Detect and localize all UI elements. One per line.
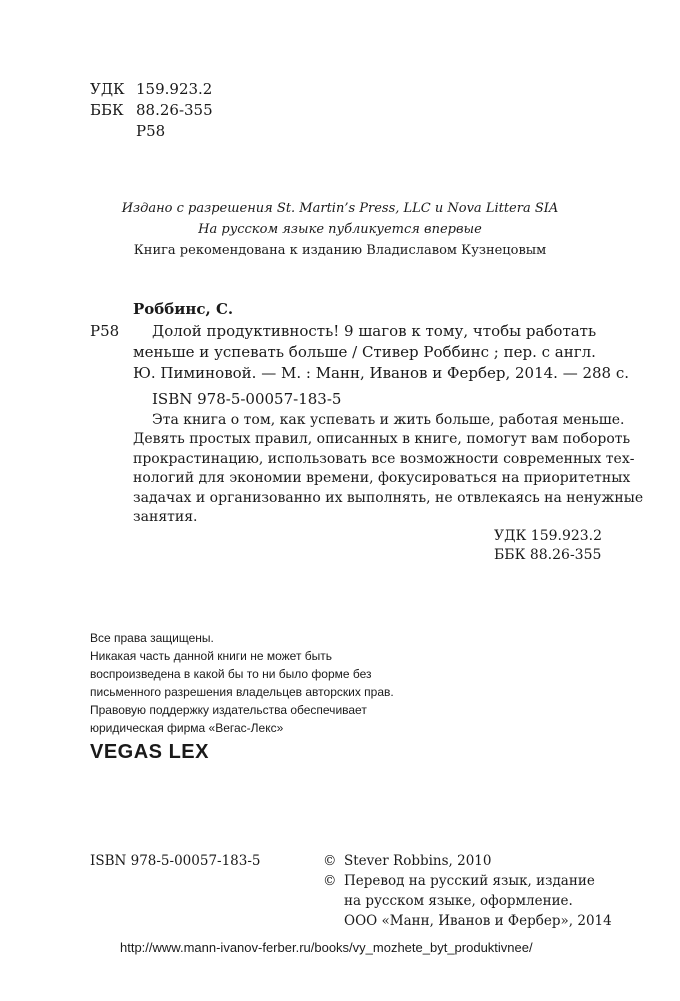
bbk-value: 88.26-355 (136, 101, 213, 119)
permission-line-1: Издано с разрешения St. Martin’s Press, LLC и Nova Littera SIA (121, 201, 559, 216)
bbk-right: ББК 88.26-355 (494, 547, 602, 563)
rights-line-4: письменного разрешения владельцев авторских прав. (90, 685, 394, 699)
udk-label: УДК (90, 80, 125, 98)
copyright-entry-2-line-2: на русском языке, оформление. (344, 893, 573, 909)
rights-line-3: воспроизведена в какой бы то ни было форме без (90, 667, 372, 681)
vegas-lex-logo: VEGAS LEX (90, 741, 209, 763)
copyright-symbol-2: © (323, 873, 337, 889)
description-line-3: Ю. Пиминовой. — М. : Манн, Иванов и Фербер, 2014. — 288 с. (133, 364, 630, 382)
udk-right: УДК 159.923.2 (494, 528, 603, 544)
isbn-footer: ISBN 978-5-00057-183-5 (90, 853, 261, 869)
udk-value: 159.923.2 (136, 80, 213, 98)
isbn-main: ISBN 978-5-00057-183-5 (152, 390, 342, 408)
rights-line-6: юридическая фирма «Вегас-Лекс» (90, 721, 284, 735)
copyright-symbol-1: © (323, 853, 337, 869)
copyright-entry-2-line-1: Перевод на русский язык, издание (344, 873, 595, 889)
abstract-line-6: занятия. (133, 509, 198, 525)
abstract-line-3: прокрастинацию, использовать все возможности современных тех- (133, 451, 635, 467)
copyright-entry-2-line-3: ООО «Манн, Иванов и Фербер», 2014 (344, 913, 612, 929)
abstract-line-4: нологий для экономии времени, фокусироваться на приоритетных (133, 470, 631, 486)
author-code: Р58 (136, 122, 166, 140)
description-line-2: меньше и успевать больше / Стивер Роббинс ; пер. с англ. (133, 343, 596, 361)
bbk-label: ББК (90, 101, 124, 119)
footer-url[interactable]: http://www.mann-ivanov-ferber.ru/books/vy_mozhete_byt_produktivnee/ (120, 940, 533, 955)
copyright-entry-1: Stever Robbins, 2010 (344, 853, 492, 869)
bib-code: Р58 (90, 322, 120, 340)
rights-line-5: Правовую поддержку издательства обеспечивает (90, 703, 367, 717)
author-heading: Роббинс, С. (133, 300, 234, 318)
permission-line-3: Книга рекомендована к изданию Владиславом Кузнецовым (133, 243, 547, 258)
rights-line-1: Все права защищены. (90, 631, 214, 645)
abstract-line-5: задачах и организованно их выполнять, не отвлекаясь на ненужные (133, 490, 644, 506)
rights-line-2: Никакая часть данной книги не может быть (90, 649, 333, 663)
abstract-line-1: Эта книга о том, как успевать и жить больше, работая меньше. (152, 412, 625, 428)
permission-line-2: На русском языке публикуется впервые (198, 222, 482, 237)
abstract-line-2: Девять простых правил, описанных в книге, помогут вам побороть (133, 431, 631, 447)
description-line-1: Долой продуктивность! 9 шагов к тому, чтобы работать (152, 322, 597, 340)
